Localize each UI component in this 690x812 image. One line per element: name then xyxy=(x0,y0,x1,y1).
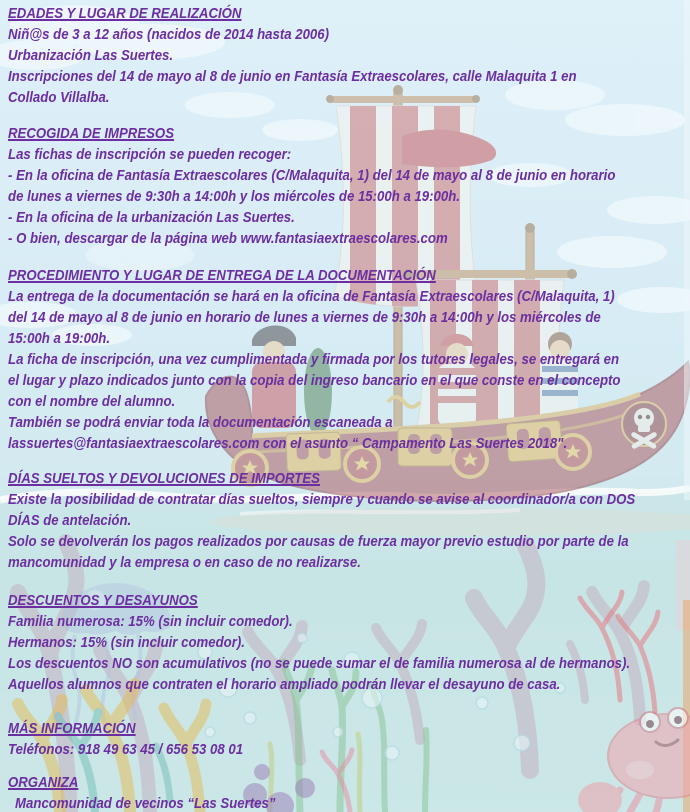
section-edades xyxy=(8,3,690,108)
section-heading: ORGANIZA xyxy=(8,774,79,791)
section-procedimiento xyxy=(8,265,690,454)
text-line: Niñ@s de 3 a 12 años (nacidos de 2014 hasta 2006) xyxy=(8,26,330,43)
text-line: Mancomunidad de vecinos “Las Suertes” xyxy=(15,795,276,812)
text-line: lassuertes@fantasiaextraescolares.com con el asunto “ Campamento Las Suertes 2018". xyxy=(8,435,568,452)
section-dias-sueltos xyxy=(8,468,690,573)
section-heading: EDADES Y LUGAR DE REALIZACIÓN xyxy=(8,5,242,22)
text-line: 15:00h a 19:00h. xyxy=(8,330,110,347)
section-descuentos xyxy=(8,590,690,695)
text-line: Los descuentos NO son acumulativos (no se puede sumar el de familia numerosa al de hermanos). xyxy=(8,655,631,672)
section-heading: DÍAS SUELTOS Y DEVOLUCIONES DE IMPORTES xyxy=(8,470,320,487)
text-line: Urbanización Las Suertes. xyxy=(8,47,174,64)
text-line: DÍAS de antelación. xyxy=(8,512,132,529)
text-line: de lunes a viernes de 9:30h a 14:00h y los miércoles de 15:00h a 19:00h. xyxy=(8,188,460,205)
text-line: Aquellos alumnos que contraten el horario ampliado podrán llevar el desayuno de casa. xyxy=(8,676,561,693)
text-line: - O bien, descargar de la página web www.fantasiaextraescolares.com xyxy=(8,230,448,247)
text-line: - En la oficina de la urbanización Las Suertes. xyxy=(8,209,295,226)
text-line: Las fichas de inscripción se pueden recoger: xyxy=(8,146,292,163)
section-recogida xyxy=(8,123,690,249)
section-heading: MÁS INFORMACIÓN xyxy=(8,720,136,737)
text-line: Teléfonos: 918 49 63 45 / 656 53 08 01 xyxy=(8,741,244,758)
text-line: Inscripciones del 14 de mayo al 8 de junio en Fantasía Extraescolares, calle Malaquita 1 en xyxy=(8,68,577,85)
text-line: La ficha de inscripción, una vez cumplimentada y firmada por los tutores legales, se entregará en xyxy=(8,351,620,368)
section-mas-informacion xyxy=(8,718,690,760)
text-line: - En la oficina de Fantasía Extraescolares (C/Malaquita, 1) del 14 de mayo al 8 de junio en horario xyxy=(8,167,616,184)
section-organiza xyxy=(8,772,690,812)
section-heading: RECOGIDA DE IMPRESOS xyxy=(8,125,175,142)
text-line: Solo se devolverán los pagos realizados por causas de fuerza mayor previo estudio por parte de la xyxy=(8,533,629,550)
text-line: del 14 de mayo al 8 de junio en horario de lunes a viernes de 9:30h a 14:00h y los miércoles de xyxy=(8,309,601,326)
text-line: También se podrá enviar toda la documentación escaneada a xyxy=(8,414,393,431)
text-line: Hermanos: 15% (sin incluir comedor). xyxy=(8,634,245,651)
text-line: mancomunidad y la empresa o en caso de no realizarse. xyxy=(8,554,361,571)
text-line: Collado Villalba. xyxy=(8,89,110,106)
text-line: Familia numerosa: 15% (sin incluir comedor). xyxy=(8,613,293,630)
text-line: La entrega de la documentación se hará en la oficina de Fantasía Extraescolares (C/Malaquita, 1) xyxy=(8,288,615,305)
section-heading: PROCEDIMIENTO Y LUGAR DE ENTREGA DE LA DOCUMENTACIÓN xyxy=(8,267,436,284)
text-line: con el nombre del alumno. xyxy=(8,393,176,410)
section-heading: DESCUENTOS Y DESAYUNOS xyxy=(8,592,198,609)
text-line: el lugar y plazo indicados junto con la copia del ingreso bancario en el que conste en el concepto xyxy=(8,372,621,389)
text-line: Existe la posibilidad de contratar días sueltos, siempre y cuando se avise al coordinador/a con DOS xyxy=(8,491,636,508)
